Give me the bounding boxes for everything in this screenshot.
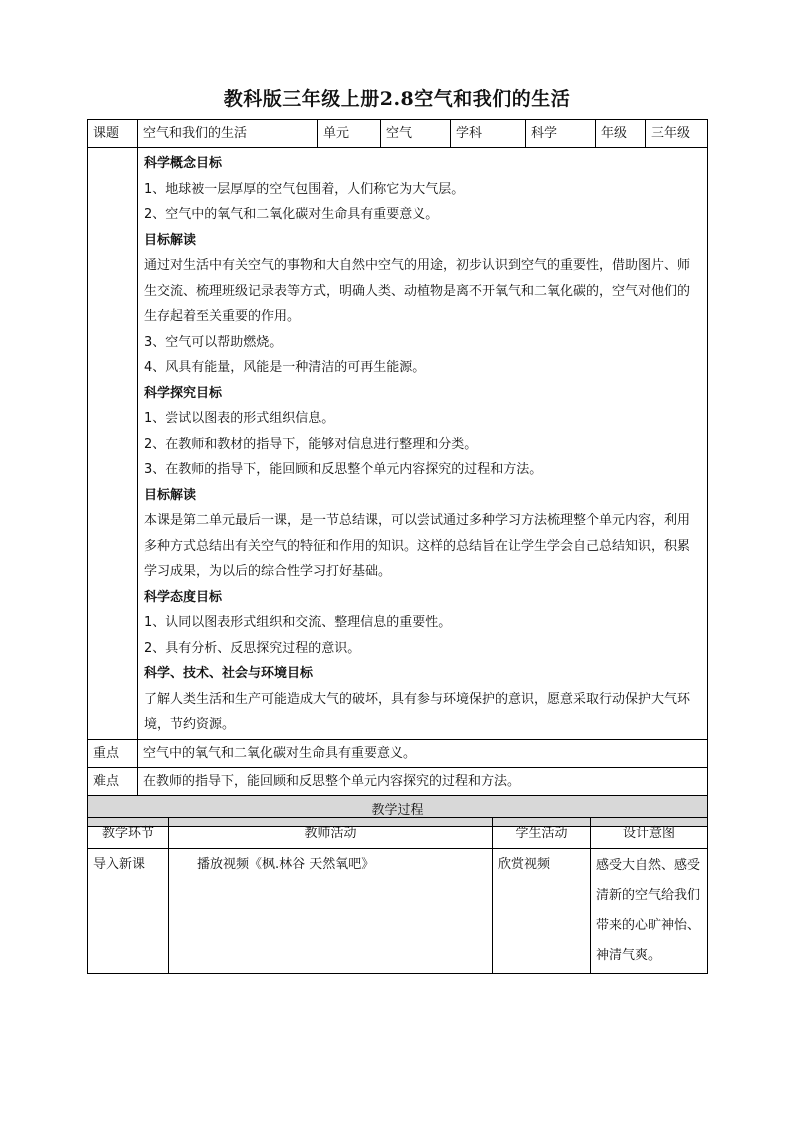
difficulty-text: 在教师的指导下，能回顾和反思整个单元内容探究的过程和方法。 xyxy=(138,767,708,795)
goal-item: 1、尝试以图表的形式组织信息。 xyxy=(144,411,335,426)
goal-item: 2、在教师和教材的指导下，能够对信息进行整理和分类。 xyxy=(144,436,478,452)
goals-cell xyxy=(138,148,708,740)
process-header-stage: 教学环节 xyxy=(88,818,169,849)
topic-label: 课题 xyxy=(88,120,138,148)
subject-label: 学科 xyxy=(451,120,526,148)
goals-row xyxy=(88,148,708,740)
process-row xyxy=(88,849,708,974)
goal-heading: 目标解读 xyxy=(144,232,197,248)
key-point-label: 重点 xyxy=(88,739,138,767)
goal-heading: 科学、技术、社会与环境目标 xyxy=(144,666,314,681)
process-title: 教学过程 xyxy=(88,795,708,826)
process-header-teacher: 教师活动 xyxy=(169,818,493,849)
goal-item: 3、空气可以帮助燃烧。 xyxy=(144,334,283,350)
goal-item: 通过对生活中有关空气的事物和大自然中空气的用途，初步认识到空气的重要性，借助图片、师生交流、梳理班级记录表等方式，明确人类、动植物是离不开氧气和二氧化碳的，空气对他们的生存起着至关重要的作用。 xyxy=(144,258,691,324)
goal-item: 本课是第二单元最后一课，是一节总结课，可以尝试通过多种学习方法梳理整个单元内容，利用多种方式总结出有关空气的特征和作用的知识。这样的总结旨在让学生学会自己总结知识，积累学习成果，为以后的综合性学习打好基础。 xyxy=(144,513,691,579)
header-row xyxy=(88,120,708,148)
goal-item: 1、地球被一层厚厚的空气包围着，人们称它为大气层。 xyxy=(144,181,465,197)
goal-item: 了解人类生活和生产可能造成大气的破坏，具有参与环境保护的意识，愿意采取行动保护大气环境，节约资源。 xyxy=(144,691,691,732)
key-point-row xyxy=(88,739,708,767)
goal-heading: 科学探究目标 xyxy=(144,385,223,401)
key-point-text: 空气中的氧气和二氧化碳对生命具有重要意义。 xyxy=(138,739,708,767)
page-title: 教科版三年级上册2.8空气和我们的生活 xyxy=(223,88,571,110)
lesson-info-table xyxy=(87,119,708,827)
topic-value: 空气和我们的生活 xyxy=(138,120,318,148)
process-header-intent: 设计意图 xyxy=(591,818,708,849)
process-student-activity: 欣赏视频 xyxy=(493,849,591,974)
goal-item: 2、空气中的氧气和二氧化碳对生命具有重要意义。 xyxy=(144,207,439,222)
process-design-intent: 感受大自然、感受清新的空气给我们带来的心旷神怡、神清气爽。 xyxy=(591,849,708,974)
unit-label: 单元 xyxy=(318,120,381,148)
goal-item: 1、认同以图表形式组织和交流、整理信息的重要性。 xyxy=(144,615,452,630)
process-table xyxy=(87,817,708,974)
difficulty-row xyxy=(88,767,708,795)
goal-item: 3、在教师的指导下，能回顾和反思整个单元内容探究的过程和方法。 xyxy=(144,462,543,477)
process-header-row xyxy=(88,818,708,849)
grade-label: 年级 xyxy=(596,120,646,148)
goal-heading: 科学概念目标 xyxy=(144,156,223,171)
goals-label-cell xyxy=(88,148,138,740)
grade-value: 三年级 xyxy=(646,120,708,148)
subject-value: 科学 xyxy=(526,120,596,148)
goal-item: 4、风具有能量，风能是一种清洁的可再生能源。 xyxy=(144,360,426,375)
goal-heading: 科学态度目标 xyxy=(144,589,223,605)
goal-heading: 目标解读 xyxy=(144,487,197,503)
difficulty-label: 难点 xyxy=(88,767,138,795)
process-header-student: 学生活动 xyxy=(493,818,591,849)
goal-item: 2、具有分析、反思探究过程的意识。 xyxy=(144,640,361,656)
process-stage: 导入新课 xyxy=(88,849,169,974)
process-teacher-activity: 播放视频《枫.林谷 天然氧吧》 xyxy=(169,849,493,974)
unit-value: 空气 xyxy=(381,120,451,148)
